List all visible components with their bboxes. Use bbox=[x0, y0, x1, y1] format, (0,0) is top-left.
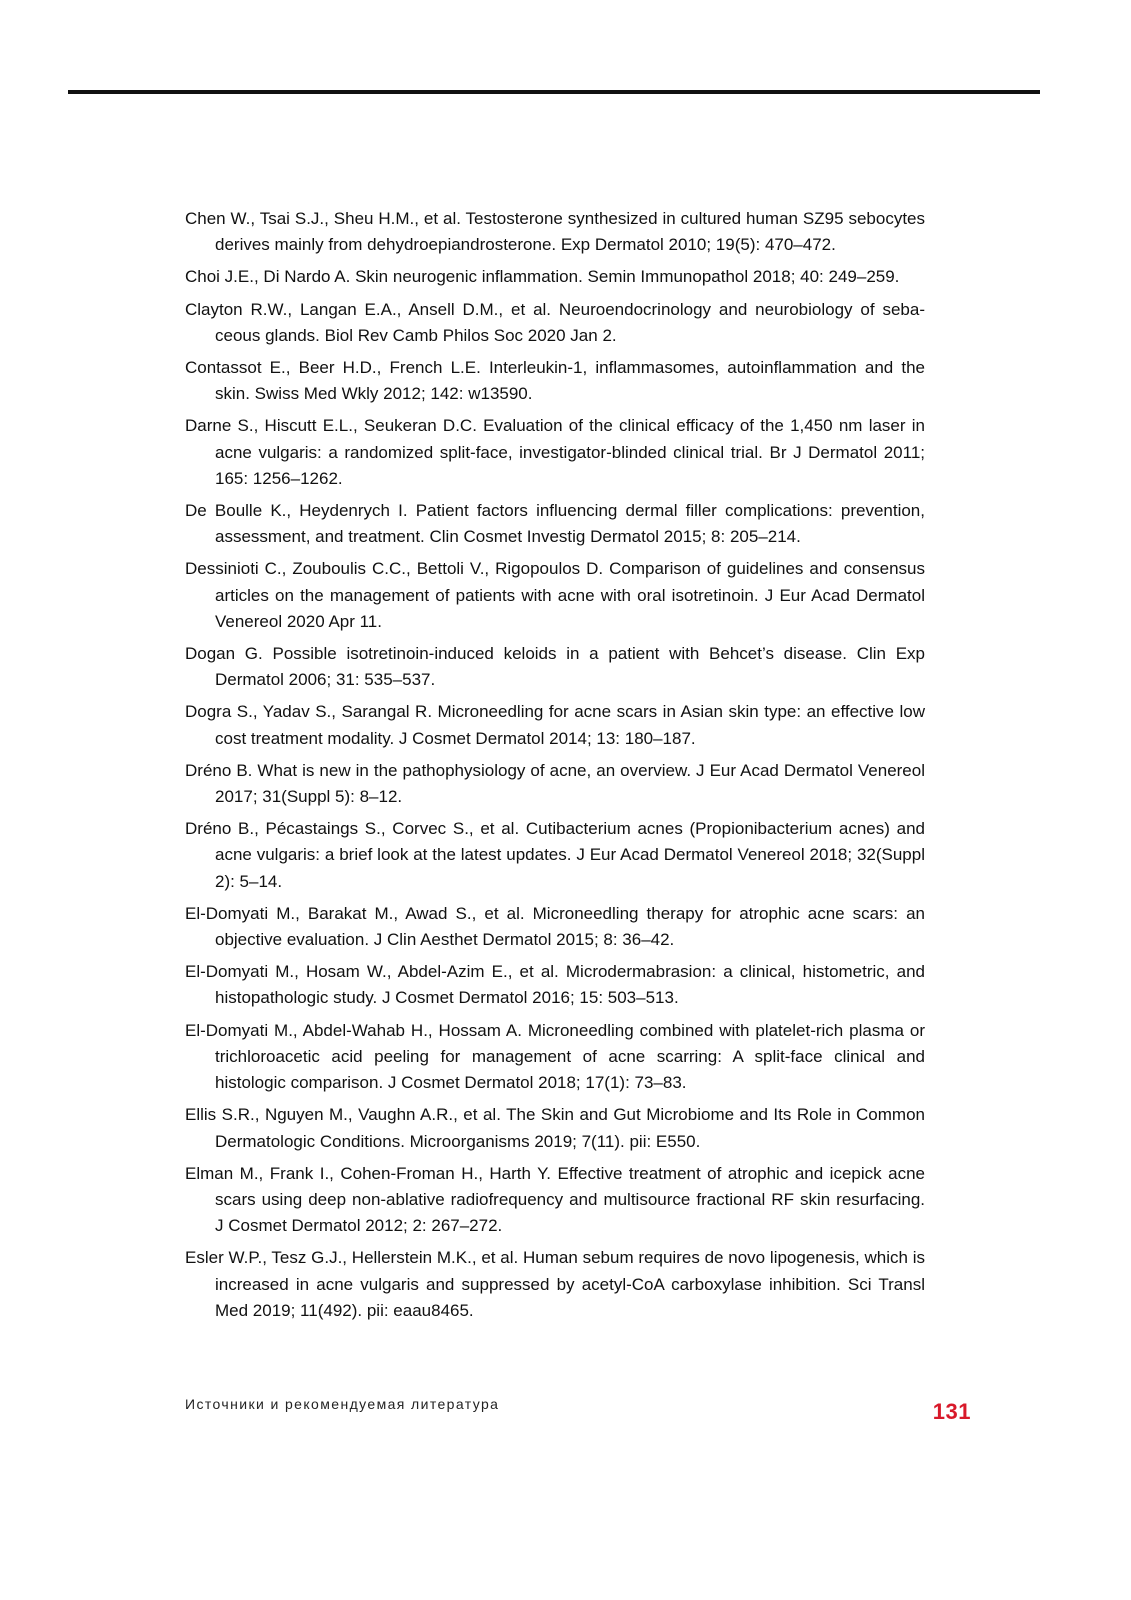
reference-entry: De Boulle K., Heydenrych I. Patient factors influencing dermal filler complications: prevention, assessment, and treatment. Clin Cosmet Investig Dermatol 2015; 8: 205–214. bbox=[185, 501, 925, 547]
header-rule bbox=[68, 90, 1040, 94]
reference-entry: El-Domyati M., Barakat M., Awad S., et al. Microneedling therapy for atrophic acne scars: an objective evaluation. J Clin Aesthet Dermatol 2015; 8: 36–42. bbox=[185, 903, 925, 950]
reference-entry: Esler W.P., Tesz G.J., Hellerstein M.K., et al. Human sebum requires de novo lipogenesis, which is increased in acne vulgaris and suppressed by acetyl-CoA carboxylase inhibition. Sci Transl Med 2019; 11(492). pii: eaau8465. bbox=[185, 1248, 925, 1320]
reference-entry: Dréno B. What is new in the pathophysiology of acne, an overview. J Eur Acad Dermatol Venereol 2017; 31(Suppl 5): 8–12. bbox=[185, 760, 925, 807]
reference-entry: Darne S., Hiscutt E.L., Seukeran D.C. Evaluation of the clinical efficacy of the 1,450 nm laser in acne vulgaris: a randomized split-face, investigator-blinded clinical trial. Br J Dermatol 2011; 165: 1256–1262. bbox=[185, 416, 925, 488]
reference-entry: Dogra S., Yadav S., Sarangal R. Microneedling for acne scars in Asian skin type: an effective low cost treatment modality. J Cosmet Dermatol 2014; 13: 180–187. bbox=[185, 702, 925, 748]
reference-entry: Chen W., Tsai S.J., Sheu H.M., et al. Testosterone synthesized in cultured human SZ95 sebocytes derives mainly from dehydroepiandrosterone. Exp Dermatol 2010; 19(5): 470–472. bbox=[185, 209, 925, 255]
reference-entry: Choi J.E., Di Nardo A. Skin neurogenic inflammation. Semin Immunopathol 2018; 40: 249–259. bbox=[185, 267, 900, 287]
reference-entry: Elman M., Frank I., Cohen-Froman H., Harth Y. Effective treatment of atrophic and icepick acne scars using deep non-ablative radiofrequency and multisource fractional RF skin resurfacing. J Cosmet Dermatol 2012; 2: 267–272. bbox=[185, 1163, 925, 1236]
reference-entry: Contassot E., Beer H.D., French L.E. Interleukin-1, inflammasomes, autoinflammation and the skin. Swiss Med Wkly 2012; 142: w13590. bbox=[185, 358, 925, 404]
footer-section-title: Источники и рекомендуемая литература bbox=[185, 1396, 500, 1412]
reference-entry: Dessinioti C., Zouboulis C.C., Bettoli V., Rigopoulos D. Comparison of guidelines and consensus articles on the management of patients with acne with oral isotretinoin. J Eur Acad Dermatol Venereol 2020 Apr 11. bbox=[185, 559, 925, 631]
reference-entry: Clayton R.W., Langan E.A., Ansell D.M., et al. Neuroendocrinology and neurobiology of sebaceous glands. Biol Rev Camb Philos Soc 2020 Jan 2. bbox=[185, 299, 925, 345]
page-number: 131 bbox=[932, 1399, 971, 1424]
reference-list bbox=[185, 206, 925, 1330]
reference-entry: El-Domyati M., Hosam W., Abdel-Azim E., et al. Microdermabrasion: a clinical, histometric, and histopathologic study. J Cosmet Dermatol 2016; 15: 503–513. bbox=[185, 962, 925, 1008]
reference-entry: Dréno B., Pécastaings S., Corvec S., et al. Cutibacterium acnes (Propionibacterium acnes) and acne vulgaris: a brief look at the latest updates. J Eur Acad Dermatol Venereol 2018; 32(Suppl 2): 5–14. bbox=[185, 819, 925, 891]
reference-entry: El-Domyati M., Abdel-Wahab H., Hossam A. Microneedling combined with platelet-rich plasma or trichloroacetic acid peeling for management of acne scarring: A split-face clinical and histologic comparison. J Cosmet Dermatol 2018; 17(1): 73–83. bbox=[185, 1020, 925, 1093]
reference-entry: Dogan G. Possible isotretinoin-induced keloids in a patient with Behcet’s disease. Clin Exp Dermatol 2006; 31: 535–537. bbox=[185, 644, 925, 690]
reference-entry: Ellis S.R., Nguyen M., Vaughn A.R., et al. The Skin and Gut Microbiome and Its Role in Common Dermatologic Conditions. Microorganisms 2019; 7(11). pii: E550. bbox=[185, 1105, 925, 1151]
